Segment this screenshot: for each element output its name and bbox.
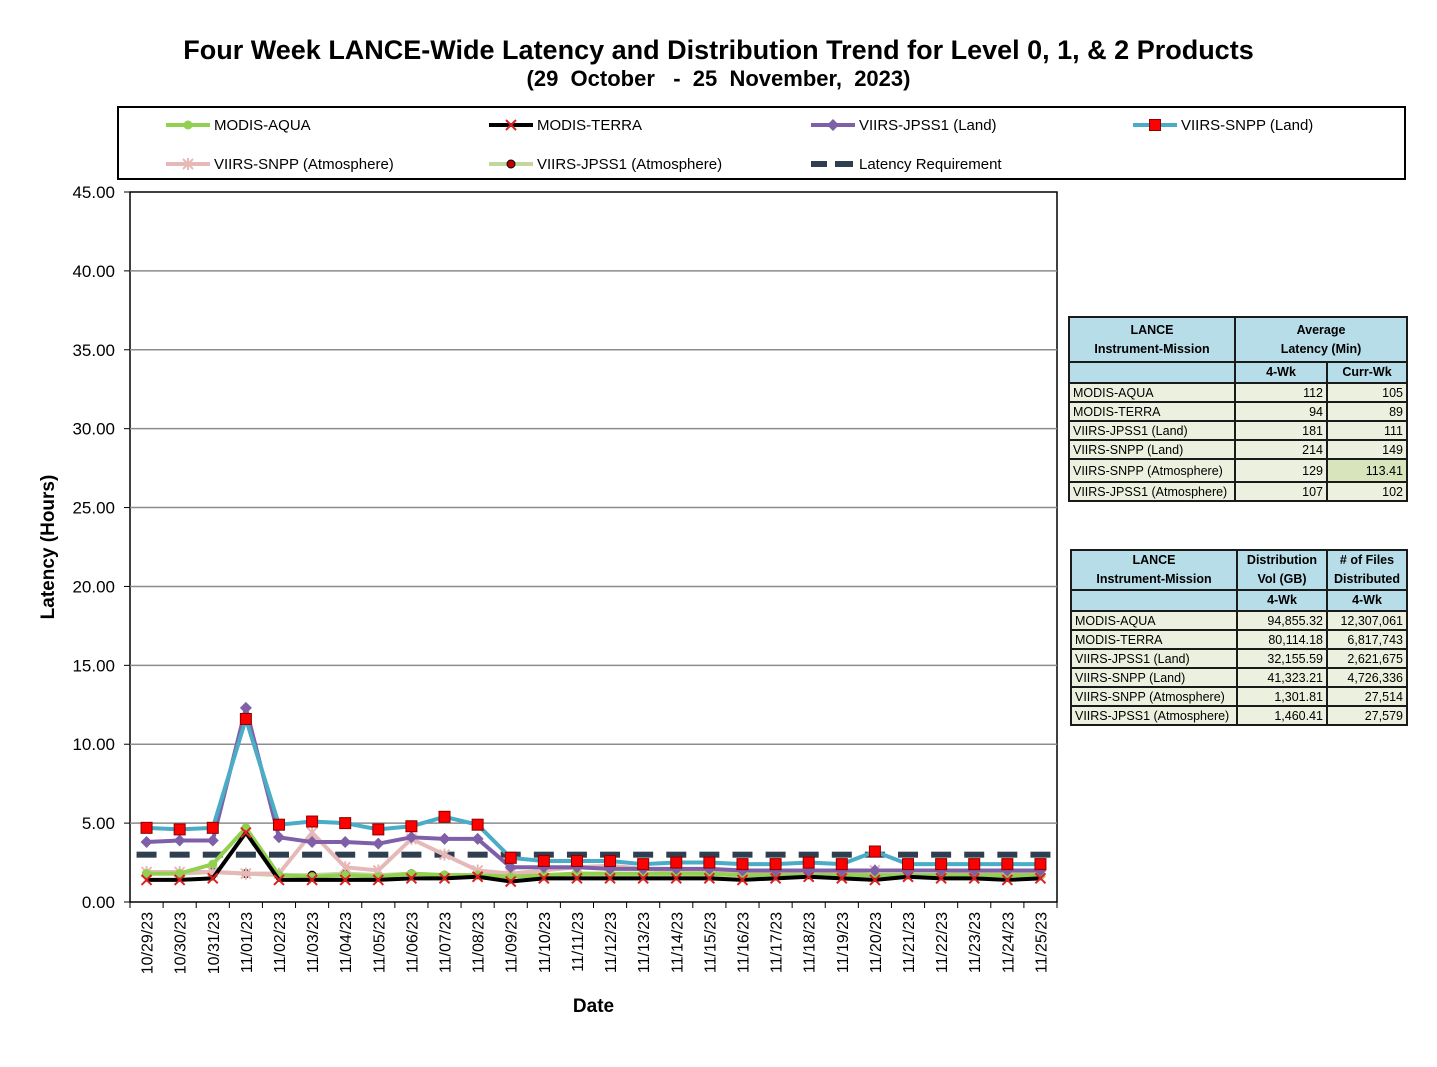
distribution-table [1070,549,1408,726]
x-tick-label: 11/01/23 [238,912,256,974]
latency-row-currwk: 149 [1327,440,1407,459]
data-point [903,859,914,870]
y-tick-label: 10.00 [72,735,115,755]
requirement-dash [766,852,786,858]
dist-header-files: # of Files Distributed [1327,550,1407,590]
latency-row [1069,440,1407,459]
x-tick-label: 11/22/23 [934,912,952,974]
requirement-dash [832,852,852,858]
legend-label: VIIRS-JPSS1 (Land) [859,116,997,134]
data-point [505,852,516,863]
latency-row-name: VIIRS-SNPP (Land) [1069,440,1235,459]
y-axis-label: Latency (Hours) [38,474,59,620]
requirement-dash [633,852,653,858]
x-tick-label: 11/18/23 [801,912,819,974]
latency-row-name: VIIRS-JPSS1 (Atmosphere) [1069,482,1235,501]
latency-row-name: MODIS-TERRA [1069,402,1235,421]
latency-row-currwk: 102 [1327,482,1407,501]
x-tick-label: 11/09/23 [503,912,521,974]
x-tick-label: 11/25/23 [1033,912,1051,974]
dist-row-volume: 94,855.32 [1237,611,1327,630]
requirement-dash [302,852,322,858]
requirement-dash [137,852,157,858]
y-tick-label: 30.00 [72,419,115,439]
distribution-row [1071,611,1407,630]
x-tick-label: 11/23/23 [967,912,985,974]
requirement-dash [732,852,752,858]
average-latency-table [1068,316,1408,502]
x-tick-label: 11/19/23 [834,912,852,974]
data-point [770,859,781,870]
dist-row-volume: 1,460.41 [1237,706,1327,725]
dist-row-files: 2,621,675 [1327,649,1407,668]
latency-row-4wk: 112 [1235,383,1327,402]
data-point [605,855,616,866]
requirement-dash [964,852,984,858]
dist-row-volume: 80,114.18 [1237,630,1327,649]
latency-row-name: VIIRS-JPSS1 (Land) [1069,421,1235,440]
x-tick-label: 11/24/23 [1000,912,1018,974]
y-tick-label: 20.00 [72,577,115,597]
requirement-dash [236,852,256,858]
x-tick-label: 11/20/23 [867,912,885,974]
y-tick-label: 15.00 [72,656,115,676]
dist-row-name: MODIS-AQUA [1071,611,1237,630]
dist-row-files: 27,514 [1327,687,1407,706]
x-tick-label: 11/15/23 [702,912,720,974]
distribution-row [1071,687,1407,706]
latency-row-4wk: 94 [1235,402,1327,421]
latency-row-4wk: 129 [1235,459,1327,482]
x-tick-label: 10/29/23 [139,912,157,975]
data-point [1035,859,1046,870]
dist-row-files: 4,726,336 [1327,668,1407,687]
data-point [571,855,582,866]
latency-header-instrument: LANCE Instrument-Mission [1069,317,1235,362]
data-point [472,819,483,830]
latency-subheader-blank [1069,362,1235,383]
x-tick-label: 11/14/23 [669,912,687,974]
distribution-row [1071,668,1407,687]
dist-row-name: VIIRS-JPSS1 (Atmosphere) [1071,706,1237,725]
dist-subheader-blank [1071,590,1237,611]
dist-subheader-volume-4wk: 4-Wk [1237,590,1327,611]
data-point [307,816,318,827]
x-tick-label: 11/02/23 [271,912,289,974]
x-tick-label: 11/11/23 [569,912,587,972]
x-tick-label: 11/10/23 [536,912,554,974]
chart-subtitle: (29 October - 25 November, 2023) [526,66,911,91]
legend-label: MODIS-TERRA [537,116,642,134]
latency-row [1069,402,1407,421]
requirement-dash [468,852,488,858]
data-point [969,859,980,870]
data-point [1002,859,1013,870]
y-tick-label: 35.00 [72,340,115,360]
latency-row [1069,459,1407,482]
data-point [704,857,715,868]
legend-label: VIIRS-SNPP (Land) [1181,116,1314,134]
data-point [737,859,748,870]
data-point [671,857,682,868]
requirement-dash [170,852,190,858]
latency-row-currwk: 89 [1327,402,1407,421]
data-point [439,811,450,822]
latency-header-average: Average Latency (Min) [1235,317,1407,362]
x-tick-label: 11/12/23 [603,912,621,974]
data-point [638,859,649,870]
x-tick-label: 11/07/23 [437,912,455,974]
latency-row-4wk: 214 [1235,440,1327,459]
x-tick-label: 11/21/23 [901,912,919,974]
dist-row-name: VIIRS-SNPP (Land) [1071,668,1237,687]
y-tick-label: 40.00 [72,261,115,281]
latency-row [1069,482,1407,501]
dist-row-volume: 41,323.21 [1237,668,1327,687]
distribution-row [1071,630,1407,649]
x-tick-label: 11/08/23 [470,912,488,974]
chart-title: Four Week LANCE-Wide Latency and Distribution Trend for Level 0, 1, & 2 Products [183,35,1254,65]
data-point [936,859,947,870]
requirement-dash [997,852,1017,858]
requirement-dash [1030,852,1050,858]
x-axis-label: Date [572,996,615,1017]
x-tick-label: 10/30/23 [172,912,190,975]
distribution-row [1071,706,1407,725]
dist-row-name: VIIRS-SNPP (Atmosphere) [1071,687,1237,706]
latency-row-currwk: 111 [1327,421,1407,440]
data-point [406,821,417,832]
legend-label: MODIS-AQUA [214,116,311,134]
x-tick-label: 11/13/23 [636,912,654,974]
latency-row [1069,421,1407,440]
latency-row-currwk: 105 [1327,383,1407,402]
dist-row-volume: 32,155.59 [1237,649,1327,668]
dist-row-name: MODIS-TERRA [1071,630,1237,649]
data-point [803,857,814,868]
data-point [174,824,185,835]
data-point [340,818,351,829]
x-tick-label: 10/31/23 [205,912,223,975]
dist-row-name: VIIRS-JPSS1 (Land) [1071,649,1237,668]
x-tick-label: 11/06/23 [404,912,422,974]
requirement-dash [335,852,355,858]
dist-row-volume: 1,301.81 [1237,687,1327,706]
dist-row-files: 6,817,743 [1327,630,1407,649]
dist-row-files: 27,579 [1327,706,1407,725]
latency-row-4wk: 181 [1235,421,1327,440]
data-point [836,859,847,870]
dist-row-files: 12,307,061 [1327,611,1407,630]
dist-subheader-files-4wk: 4-Wk [1327,590,1407,611]
legend-label: Latency Requirement [859,155,1002,173]
latency-subheader-currwk: Curr-Wk [1327,362,1407,383]
latency-row-currwk: 113.41 [1327,459,1407,482]
data-point [538,855,549,866]
data-point [208,860,217,869]
data-point [207,822,218,833]
latency-subheader-4wk: 4-Wk [1235,362,1327,383]
x-tick-label: 11/16/23 [735,912,753,974]
x-tick-label: 11/05/23 [371,912,389,974]
dist-header-instrument: LANCE Instrument-Mission [1071,550,1237,590]
x-tick-label: 11/03/23 [305,912,323,974]
y-tick-label: 25.00 [72,498,115,518]
requirement-dash [269,852,289,858]
legend-label: VIIRS-JPSS1 (Atmosphere) [537,155,723,173]
y-tick-label: 45.00 [72,183,115,202]
requirement-dash [401,852,421,858]
latency-row-4wk: 107 [1235,482,1327,501]
x-tick-label: 11/17/23 [768,912,786,974]
y-tick-label: 0.00 [81,893,115,912]
y-tick-label: 5.00 [81,814,115,834]
data-point [273,819,284,830]
x-tick-label: 11/04/23 [338,912,356,974]
requirement-dash [898,852,918,858]
latency-row [1069,383,1407,402]
requirement-dash [931,852,951,858]
data-point [869,846,880,857]
data-point [373,824,384,835]
data-point [141,822,152,833]
legend-label: VIIRS-SNPP (Atmosphere) [214,155,394,173]
distribution-row [1071,649,1407,668]
data-point [240,713,251,724]
latency-row-name: MODIS-AQUA [1069,383,1235,402]
dist-header-volume: Distribution Vol (GB) [1237,550,1327,590]
requirement-dash [368,852,388,858]
latency-row-name: VIIRS-SNPP (Atmosphere) [1069,459,1235,482]
